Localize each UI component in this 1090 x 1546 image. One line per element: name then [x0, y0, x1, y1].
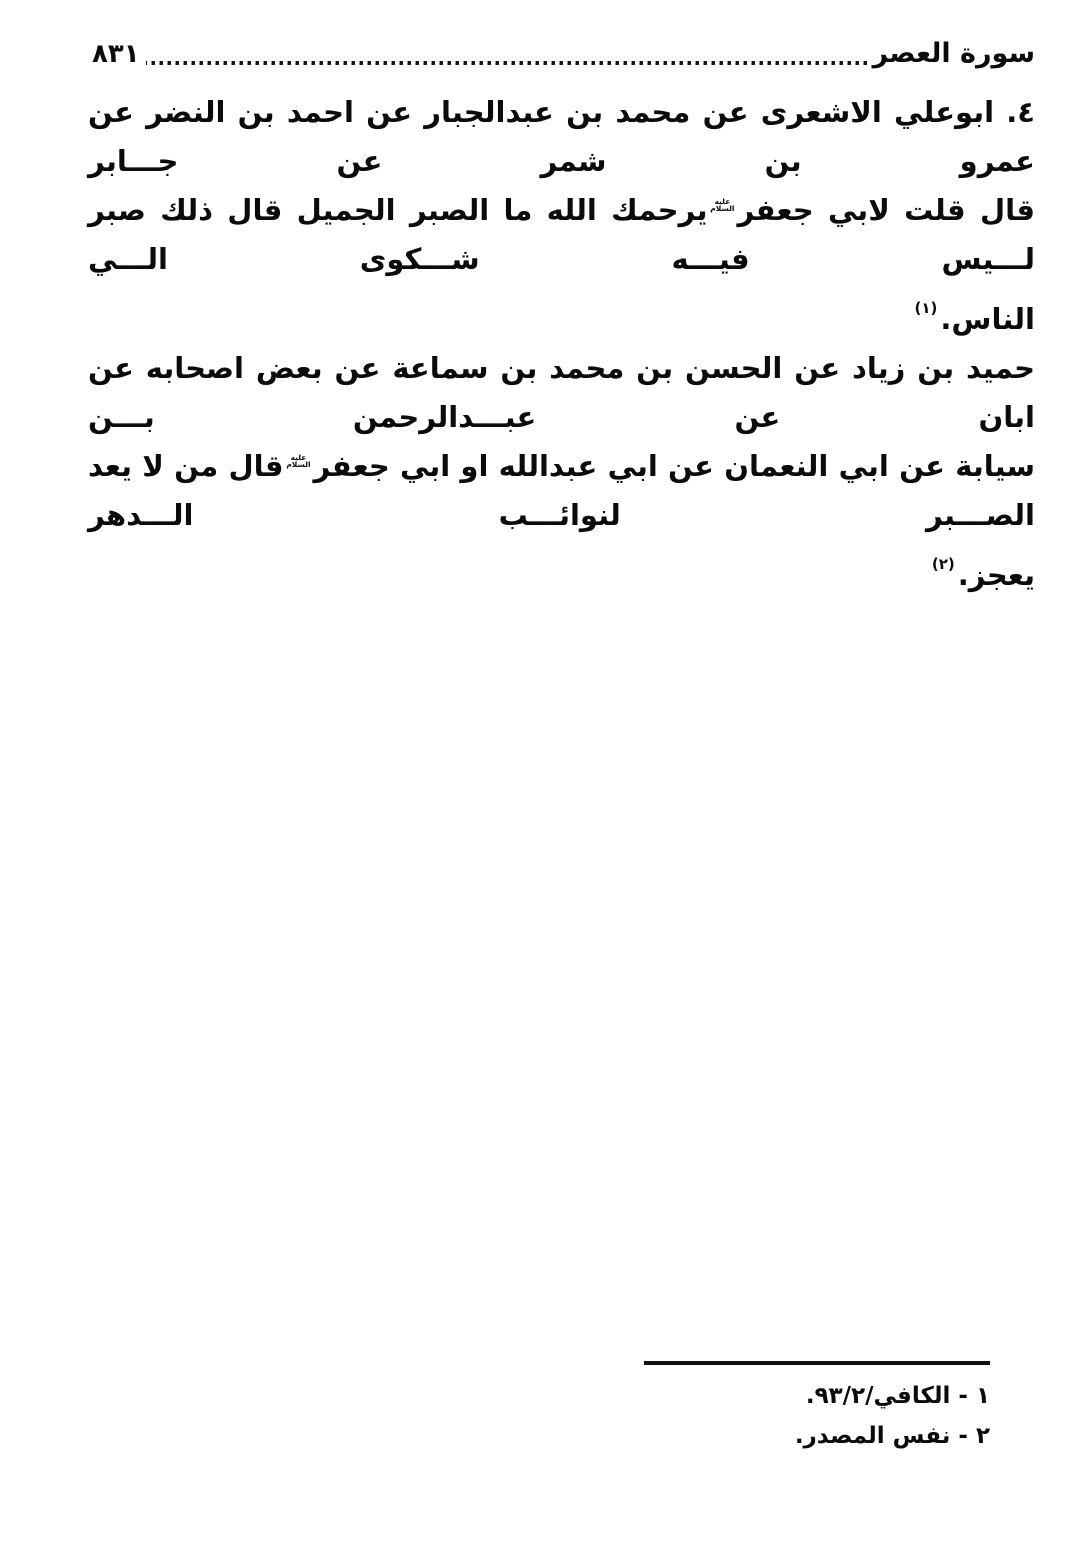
chapter-title: سورة العصر — [872, 38, 1035, 69]
page-number: ٨٣١ — [92, 39, 140, 69]
footnote-1: ١ - الكافي/٩٣/٢. — [805, 1383, 990, 1409]
text-line — [88, 540, 1035, 600]
paragraph-hadith-4 — [88, 88, 1035, 344]
text-line — [88, 344, 1035, 442]
text-line — [88, 284, 1035, 344]
page-header — [92, 34, 1035, 74]
honorific-alayhis-salam-symbol: عليه السلام — [286, 453, 311, 469]
footnote-list — [0, 1376, 1090, 1456]
body-text — [88, 88, 1035, 600]
line-text: سيابة عن ابي النعمان عن ابي عبدالله او ابي جعفر — [313, 449, 1035, 483]
text-line — [88, 88, 1035, 186]
line-text: ٤. ابوعلي الاشعرى عن محمد بن عبدالجبار عن احمد بن النضر عن عمرو بن شمر عن جـــابر — [88, 95, 1035, 178]
dotted-leader — [146, 61, 867, 65]
honorific-alayhis-salam-symbol: عليه السلام — [710, 197, 735, 213]
text-line — [88, 186, 1035, 284]
line-text: حميد بن زياد عن الحسن بن محمد بن سماعة عن بعض اصحابه عن ابان عن عبـــدالرحمن بـــن — [88, 351, 1035, 434]
footnote-separator-rule — [644, 1361, 990, 1365]
line-text: الناس. — [940, 302, 1035, 336]
line-text: قال من لا يعد الصـــبر لنوائـــب الـــدهر — [88, 449, 1035, 532]
line-text: يعجز. — [957, 558, 1035, 592]
paragraph-hadith-humayd — [88, 344, 1035, 600]
footnote-marker-1: (١) — [914, 299, 938, 317]
footnote-marker-2: (٢) — [931, 555, 955, 573]
line-text: يرحمك الله ما الصبر الجميل قال ذلك صبر لـــيس فيـــه شـــكوى الـــي — [88, 193, 1035, 276]
line-text: قال قلت لابي جعفر — [737, 193, 1035, 227]
text-line — [88, 442, 1035, 540]
footnote-area — [0, 1361, 1090, 1456]
footnote-2: ٢ - نفس المصدر. — [794, 1423, 990, 1449]
